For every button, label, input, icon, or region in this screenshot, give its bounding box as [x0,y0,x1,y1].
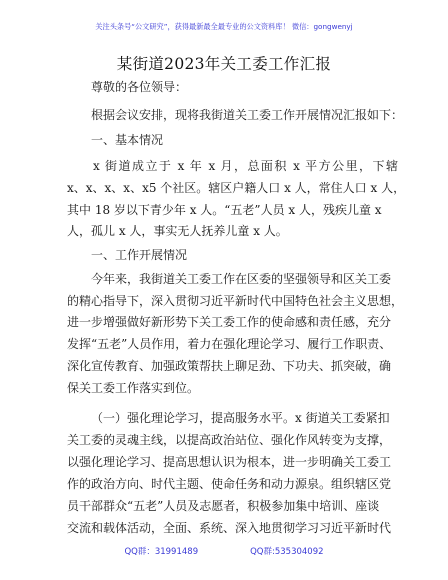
footer-qq-group-1: QQ群：31991489 [124,547,199,557]
document-title: 某街道2023年关工委工作汇报 [116,55,332,73]
section-heading: 一、工作开展情况 [91,248,188,262]
paragraph-line: 关工委的灵魂主线，以提高政治站位、强化作风转变为支撑， [67,433,392,447]
section-heading: 一、基本情况 [91,133,164,147]
subsection-heading: （一）强化理论学习，提高服务水平。x 街道关工委紧扣 [91,411,390,425]
paragraph-line: 以强化理论学习、提高思想认识为根本，进一步明确关工委工 [67,455,392,469]
paragraph-line: 发挥“五老”人员作用，着力在强化理论学习、履行工作职责、 [67,337,392,351]
paragraph-line: 保关工委工作落实到位。 [67,381,200,395]
paragraph-line: 今年来，我街道关工委工作在区委的坚强领导和区关工委 [91,272,392,286]
salutation: 尊敬的各位领导： [91,80,188,94]
header-notice: 关注头条号“公文研究”，获得最新最全最专业的公文资料库！ 微信：gongwenyj [95,22,353,31]
paragraph-line: 其中 18 岁以下青少年 x 人。“五老”人员 x 人，残疾儿童 x [67,203,382,217]
footer-qq-group-2: QQ群:535304092 [250,547,324,557]
paragraph-line: 交流和载体活动，全面、系统、深入地贯彻学习习近平新时代 [67,521,392,535]
paragraph-line: 员干部群众“五老”人员及志愿者，积极参加集中培训、座谈 [67,499,380,513]
paragraph-line: 深化宣传教育、加强政策帮扶上聊足劲、下功夫、抓突破，确 [67,359,392,373]
paragraph-line: 的精心指导下，深入贯彻习近平新时代中国特色社会主义思想， [67,294,404,308]
paragraph-line: 进一步增强做好新形势下关工委工作的使命感和责任感，充分 [67,315,392,329]
paragraph-line: 人，孤儿 x 人，事实无人抚养儿童 x 人。 [67,224,288,238]
paragraph-line: x、x、x、x、x5 个社区。辖区户籍人口 x 人，常住人口 x 人， [67,181,406,195]
paragraph-line: 作的政治方向、时代主题、使命任务和动力源泉。组织辖区党 [67,477,392,491]
paragraph-line: x 街道成立于 x 年 x 月，总面积 x 平方公里，下辖 [93,159,398,173]
footer-contact [0,545,448,557]
intro-paragraph: 根据会议安排，现将我街道关工委工作开展情况汇报如下： [91,108,404,122]
